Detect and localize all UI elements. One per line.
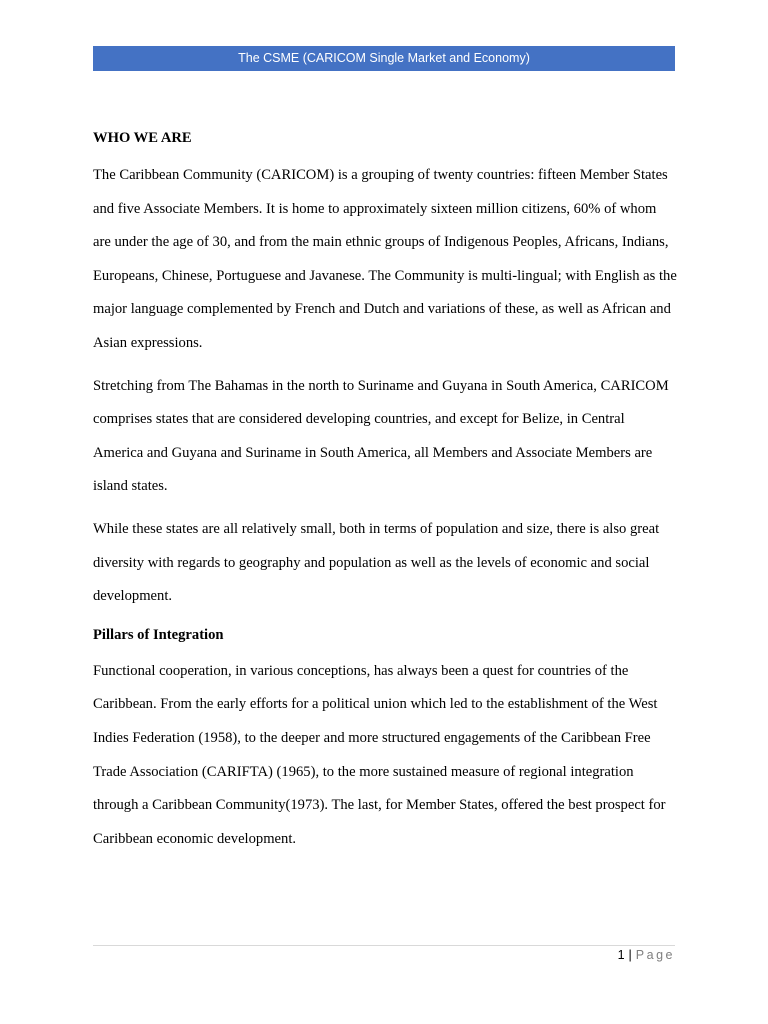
page-footer — [618, 948, 675, 962]
paragraph: Stretching from The Bahamas in the north to Suriname and Guyana in South America, CARICOM comprises states that are considered developing countries, and except for Belize, in Central America and Guyana and Suriname in South America, all Members and Associate Members are island states. — [93, 377, 669, 495]
page-label: Page — [635, 948, 675, 962]
page-number: 1 — [617, 948, 625, 962]
section-heading-who-we-are: WHO WE ARE — [93, 130, 192, 146]
footer-separator: | — [628, 948, 632, 962]
paragraph: Functional cooperation, in various conceptions, has always been a quest for countries of the Caribbean. From the early efforts for a political union which led to the establishment of the West Indies Federation (1958), to the deeper and more structured engagements of the Caribbean Free Trade Association (CARIFTA) (1965), to the more sustained measure of regional integration through a Caribbean Community(1973). The last, for Member States, offered the best prospect for Caribbean economic development. — [93, 662, 666, 847]
section-heading-pillars: Pillars of Integration — [93, 626, 224, 643]
paragraph: The Caribbean Community (CARICOM) is a grouping of twenty countries: fifteen Member States and five Associate Members. It is home to approximately sixteen million citizens, 60% of whom are under the age of 30, and from the main ethnic groups of Indigenous Peoples, Africans, Indians, Europeans, Chinese, Portuguese and Javanese. The Community is multi-lingual; with English as the major language complemented by French and Dutch and variations of these, as well as African and Asian expressions. — [93, 167, 677, 351]
header-title: The CSME (CARICOM Single Market and Economy) — [238, 51, 530, 65]
footer-divider — [93, 945, 675, 946]
document-header — [93, 46, 675, 71]
document-body — [93, 126, 677, 856]
paragraph: While these states are all relatively small, both in terms of population and size, there is also great diversity with regards to geography and population as well as the levels of economic and social development. — [93, 520, 660, 605]
